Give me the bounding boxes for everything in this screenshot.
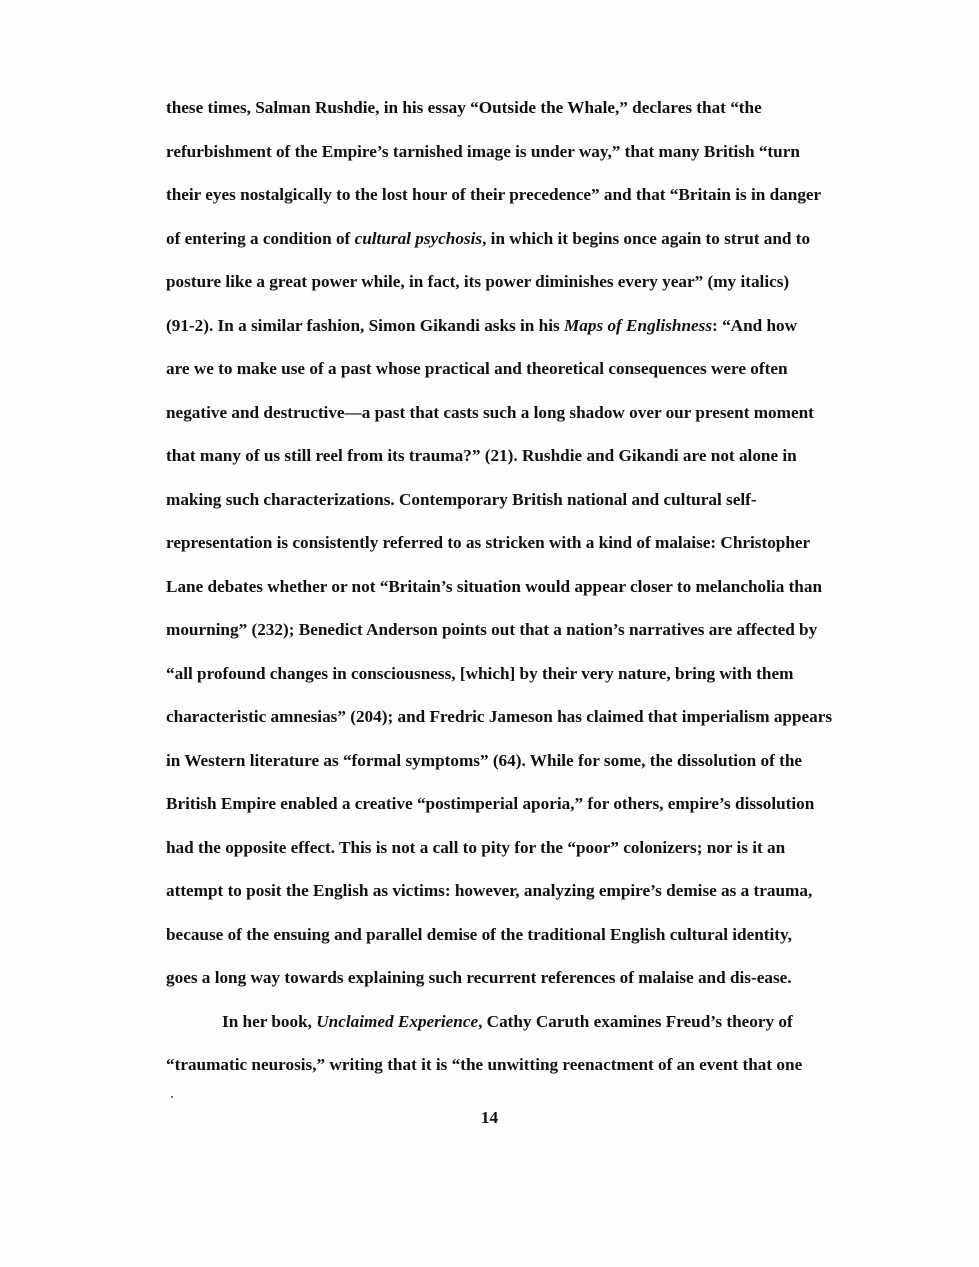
text-line	[166, 695, 866, 739]
text-segment: goes a long way towards explaining such recurrent references of malaise and dis-ease.	[166, 968, 792, 987]
text-line	[166, 217, 866, 261]
text-line	[166, 86, 866, 130]
body-text	[166, 86, 866, 1087]
text-segment: British Empire enabled a creative “postimperial aporia,” for others, empire’s dissolution	[166, 794, 815, 813]
text-segment: , in which it begins once again to strut and to	[482, 228, 811, 248]
text-line	[166, 391, 866, 435]
text-segment: because of the ensuing and parallel demise of the traditional English cultural identity,	[166, 924, 792, 944]
text-line	[166, 826, 866, 870]
italic-title: cultural psychosis	[354, 228, 483, 248]
italic-title: Maps of Englishness	[563, 315, 713, 335]
text-line	[166, 782, 866, 826]
text-line	[166, 1043, 866, 1087]
text-line	[166, 956, 866, 1000]
text-segment: refurbishment of the Empire’s tarnished image is under way,” that many British “turn	[166, 141, 800, 161]
text-line	[166, 304, 866, 348]
text-segment: “traumatic neurosis,” writing that it is “the unwitting reenactment of an event that one	[166, 1055, 803, 1074]
text-segment: negative and destructive—a past that casts such a long shadow over our present moment	[166, 402, 814, 422]
text-segment: In her book,	[222, 1011, 317, 1031]
text-line	[166, 521, 866, 565]
text-segment: “all profound changes in consciousness, [which] by their very nature, bring with them	[166, 663, 794, 683]
text-line	[166, 565, 866, 609]
page-number: 14	[480, 1108, 499, 1127]
text-line	[166, 130, 866, 174]
text-line	[166, 260, 866, 304]
text-segment: mourning” (232); Benedict Anderson points out that a nation’s narratives are affected by	[166, 620, 818, 639]
text-line	[166, 1000, 866, 1044]
text-segment: Lane debates whether or not “Britain’s situation would appear closer to melancholia than	[166, 576, 823, 596]
text-segment: had the opposite effect. This is not a call to pity for the “poor” colonizers; nor is it an	[166, 837, 786, 857]
text-segment: that many of us still reel from its trauma?” (21). Rushdie and Gikandi are not alone in	[166, 446, 797, 465]
text-segment: these times, Salman Rushdie, in his essay “Outside the Whale,” declares that “the	[166, 98, 762, 117]
text-line	[166, 652, 866, 696]
text-line	[166, 478, 866, 522]
text-segment: characteristic amnesias” (204); and Fredric Jameson has claimed that imperialism appears	[166, 707, 833, 726]
text-segment: in Western literature as “formal symptoms” (64). While for some, the dissolution of the	[166, 750, 803, 770]
text-line	[166, 869, 866, 913]
text-segment: are we to make use of a past whose practical and theoretical consequences were often	[166, 359, 788, 378]
text-line	[166, 434, 866, 478]
text-segment: making such characterizations. Contemporary British national and cultural self-	[166, 489, 757, 509]
italic-title: Unclaimed Experience	[316, 1011, 479, 1031]
text-segment: : “And how	[712, 315, 798, 335]
text-segment: , Cathy Caruth examines Freud’s theory of	[478, 1011, 793, 1031]
text-segment: posture like a great power while, in fact, its power diminishes every year” (my italics)	[166, 272, 790, 291]
text-line	[166, 347, 866, 391]
text-line	[166, 913, 866, 957]
text-line	[166, 608, 866, 652]
text-line	[166, 739, 866, 783]
text-line	[166, 173, 866, 217]
text-segment: their eyes nostalgically to the lost hour of their precedence” and that “Britain is in danger	[166, 185, 822, 204]
text-segment: attempt to posit the English as victims: however, analyzing empire’s demise as a trauma,	[166, 881, 813, 900]
text-segment: representation is consistently referred to as stricken with a kind of malaise: Christopher	[166, 533, 811, 552]
scan-speck	[171, 1096, 173, 1098]
text-segment: of entering a condition of	[166, 228, 355, 248]
text-segment: (91-2). In a similar fashion, Simon Gikandi asks in his	[166, 315, 564, 335]
